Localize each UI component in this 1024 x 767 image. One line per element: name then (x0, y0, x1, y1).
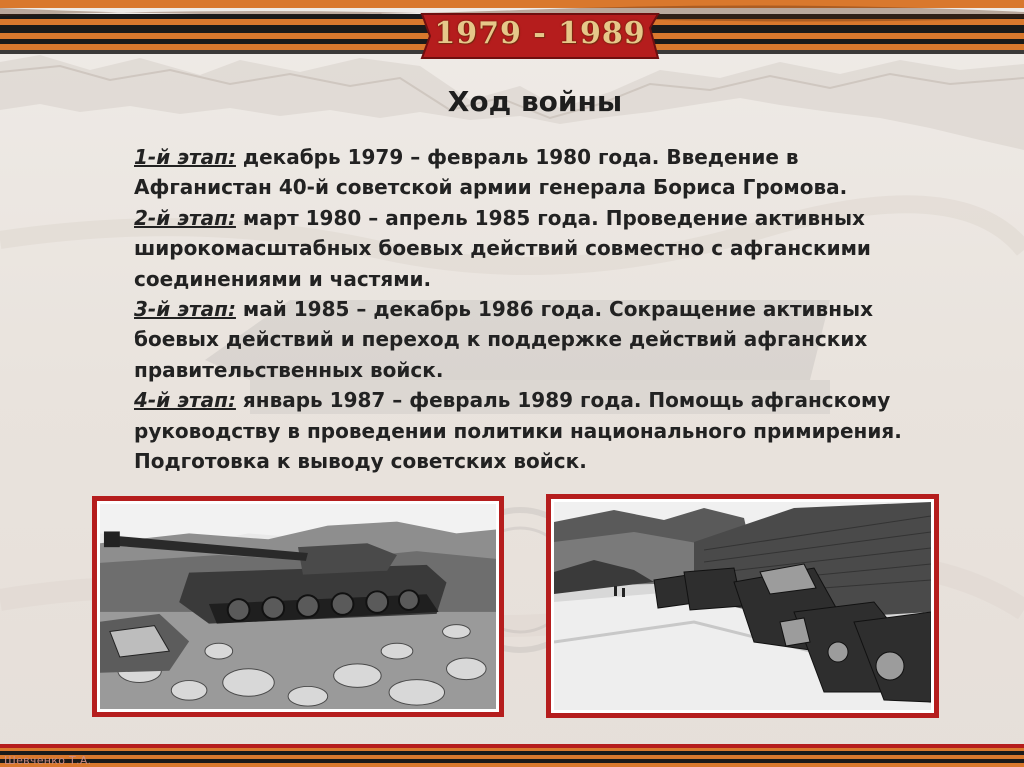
stage-2 (134, 203, 934, 294)
stage-4 (134, 385, 934, 476)
photo-destroyed-tank (92, 496, 504, 717)
photo-burned-convoy (546, 494, 939, 718)
stage-1 (134, 142, 934, 203)
stage-2-text: март 1980 – апрель 1985 года. Проведение активных широкомасштабных боевых действий совместно с афганскими соединениями и частями. (134, 205, 871, 291)
stage-1-text: декабрь 1979 – февраль 1980 года. Введение в Афганистан 40-й советской армии генерала Бориса Громова. (134, 145, 848, 200)
tank-photo-image (100, 504, 496, 709)
stage-4-text: январь 1987 – февраль 1989 года. Помощь афганскому руководству в проведении политики национального примирения. Подготовка к выводу советских войск. (134, 388, 902, 474)
slide-title: Ход войны (447, 85, 623, 118)
year-range-banner: 1979 - 1989 (434, 16, 646, 51)
stage-1-label: 1-й этап: (134, 145, 236, 169)
stage-3 (134, 294, 934, 385)
stages-list (134, 142, 934, 476)
author-caption: Шевченко Т.А. (4, 754, 92, 767)
ribbon-bottom (0, 744, 1024, 767)
stage-3-text: май 1985 – декабрь 1986 года. Сокращение активных боевых действий и переход к поддержке действий афганских правительственных войск. (134, 297, 874, 382)
stage-2-label: 2-й этап: (134, 205, 236, 230)
stage-4-label: 4-й этап: (134, 388, 236, 413)
convoy-photo-image (554, 502, 931, 710)
stage-3-label: 3-й этап: (134, 297, 236, 322)
